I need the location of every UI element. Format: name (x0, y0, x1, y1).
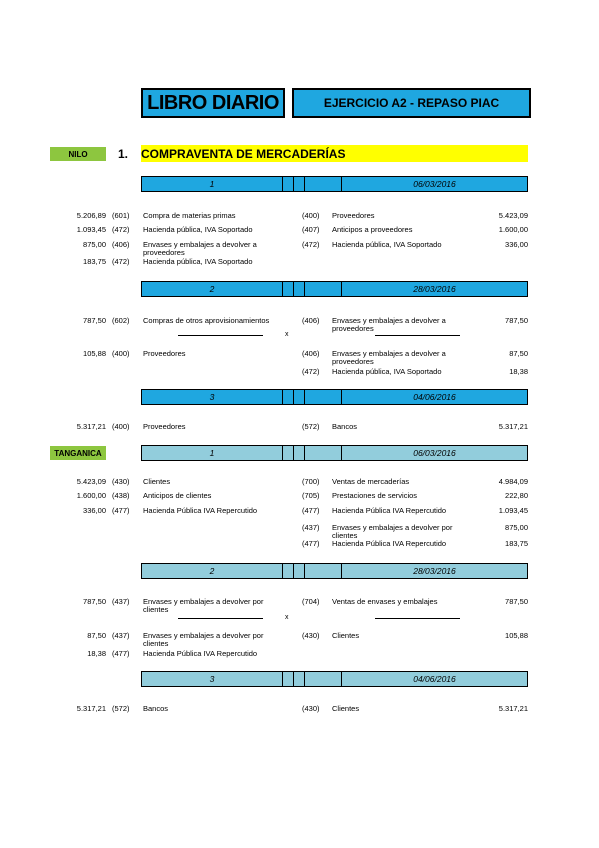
credit-account-code: (430) (302, 704, 320, 713)
credit-account-name: Envases y embalajes a devolver a proveedores (332, 316, 446, 333)
credit-account-name: Envases y embalajes a devolver por clientes (332, 523, 453, 540)
credit-account-code: (472) (302, 240, 320, 249)
debit-amount: 336,00 (83, 506, 106, 515)
credit-amount: 336,00 (505, 240, 528, 249)
separator-line (178, 618, 263, 619)
credit-amount: 5.317,21 (498, 422, 528, 431)
credit-account-code: (700) (302, 477, 320, 486)
debit-account-code: (400) (112, 422, 130, 431)
entry-date: 04/06/2016 (413, 392, 456, 402)
section-number: 1. (118, 146, 129, 161)
credit-account-code: (705) (302, 491, 320, 500)
debit-amount: 5.423,09 (76, 477, 106, 486)
entry-number: 1 (142, 446, 283, 460)
debit-account-name: Hacienda pública, IVA Soportado (143, 225, 253, 234)
debit-account-code: (406) (112, 240, 130, 249)
debit-account-code: (472) (112, 257, 130, 266)
debit-account-code: (437) (112, 597, 130, 606)
debit-amount: 1.093,45 (76, 225, 106, 234)
entry-number: 3 (142, 390, 283, 404)
debit-account-code: (601) (112, 211, 130, 220)
credit-amount: 1.600,00 (498, 225, 528, 234)
entry-date: 06/03/2016 (413, 179, 456, 189)
debit-amount: 787,50 (83, 597, 106, 606)
page-title: LIBRO DIARIO (141, 88, 285, 118)
debit-account-name: Anticipos de clientes (143, 491, 212, 500)
debit-account-name: Hacienda pública, IVA Soportado (143, 257, 253, 266)
credit-account-name: Hacienda Pública IVA Repercutido (332, 506, 447, 515)
debit-account-name: Proveedores (143, 422, 186, 431)
debit-account-name: Compras de otros aprovisionamientos (143, 316, 270, 325)
credit-account-name: Ventas de mercaderías (332, 477, 410, 486)
credit-account-code: (704) (302, 597, 320, 606)
credit-account-name: Hacienda Pública IVA Repercutido (332, 539, 447, 548)
debit-account-code: (477) (112, 506, 130, 515)
entry-number: 2 (142, 564, 283, 578)
credit-account-code: (437) (302, 523, 320, 532)
separator-x: x (285, 614, 289, 621)
entry-number: 2 (142, 282, 283, 296)
entry-header-nilo-2 (141, 281, 528, 297)
debit-account-name: Hacienda Pública IVA Repercutido (143, 649, 258, 658)
debit-account-code: (400) (112, 349, 130, 358)
credit-account-name: Hacienda pública, IVA Soportado (332, 240, 442, 249)
debit-amount: 5.206,89 (76, 211, 106, 220)
credit-account-code: (407) (302, 225, 320, 234)
credit-account-name: Bancos (332, 422, 358, 431)
debit-account-code: (437) (112, 631, 130, 640)
credit-account-name: Clientes (332, 631, 360, 640)
credit-amount: 87,50 (509, 349, 528, 358)
debit-amount: 183,75 (83, 257, 106, 266)
section-title-bar (141, 145, 528, 162)
credit-account-name: Envases y embalajes a devolver a proveedores (332, 349, 446, 366)
debit-account-name: Hacienda Pública IVA Repercutido (143, 506, 258, 515)
credit-account-code: (572) (302, 422, 320, 431)
credit-account-code: (406) (302, 349, 320, 358)
entry-date: 06/03/2016 (413, 448, 456, 458)
credit-amount: 1.093,45 (498, 506, 528, 515)
separator-line (178, 335, 263, 336)
debit-amount: 105,88 (83, 349, 106, 358)
credit-amount: 222,80 (505, 491, 528, 500)
debit-account-name: Bancos (143, 704, 169, 713)
separator-x: x (285, 331, 289, 338)
credit-account-code: (430) (302, 631, 320, 640)
credit-amount: 5.317,21 (498, 704, 528, 713)
debit-account-code: (477) (112, 649, 130, 658)
entry-header-tanganica-1 (141, 445, 528, 461)
debit-amount: 87,50 (87, 631, 106, 640)
credit-amount: 18,38 (509, 367, 528, 376)
separator-line (375, 335, 460, 336)
credit-amount: 183,75 (505, 539, 528, 548)
debit-account-name: Proveedores (143, 349, 186, 358)
debit-amount: 1.600,00 (76, 491, 106, 500)
debit-amount: 875,00 (83, 240, 106, 249)
credit-amount: 5.423,09 (498, 211, 528, 220)
exercise-title: EJERCICIO A2 - REPASO PIAC (292, 88, 531, 118)
credit-amount: 787,50 (505, 597, 528, 606)
debit-amount: 18,38 (87, 649, 106, 658)
entry-date: 04/06/2016 (413, 674, 456, 684)
entry-number: 1 (142, 177, 283, 191)
credit-amount: 875,00 (505, 523, 528, 532)
debit-account-name: Compra de materias primas (143, 211, 236, 220)
credit-account-name: Prestaciones de servicios (332, 491, 418, 500)
credit-account-code: (406) (302, 316, 320, 325)
debit-amount: 5.317,21 (76, 422, 106, 431)
debit-account-name: Envases y embalajes a devolver por clientes (143, 631, 264, 648)
credit-account-name: Proveedores (332, 211, 375, 220)
debit-amount: 5.317,21 (76, 704, 106, 713)
company-tag-nilo: NILO (50, 147, 106, 161)
credit-account-code: (472) (302, 367, 320, 376)
entry-header-nilo-3 (141, 389, 528, 405)
debit-account-name: Envases y embalajes a devolver por clientes (143, 597, 264, 614)
debit-account-code: (472) (112, 225, 130, 234)
debit-account-code: (602) (112, 316, 130, 325)
credit-amount: 105,88 (505, 631, 528, 640)
debit-account-name: Envases y embalajes a devolver a proveedores (143, 240, 257, 257)
credit-account-name: Anticipos a proveedores (332, 225, 413, 234)
debit-account-name: Clientes (143, 477, 171, 486)
entry-date: 28/03/2016 (413, 566, 456, 576)
debit-account-code: (572) (112, 704, 130, 713)
entry-header-nilo-1 (141, 176, 528, 192)
debit-amount: 787,50 (83, 316, 106, 325)
credit-account-code: (477) (302, 539, 320, 548)
credit-account-code: (400) (302, 211, 320, 220)
credit-amount: 4.984,09 (498, 477, 528, 486)
entry-date: 28/03/2016 (413, 284, 456, 294)
company-tag-tanganica: TANGANICA (50, 446, 106, 460)
credit-account-code: (477) (302, 506, 320, 515)
entry-header-tanganica-2 (141, 563, 528, 579)
debit-account-code: (438) (112, 491, 130, 500)
credit-account-name: Clientes (332, 704, 360, 713)
section-title: COMPRAVENTA DE MERCADERÍAS (141, 146, 346, 161)
credit-account-name: Ventas de envases y embalajes (332, 597, 438, 606)
debit-account-code: (430) (112, 477, 130, 486)
entry-number: 3 (142, 672, 283, 686)
credit-account-name: Hacienda pública, IVA Soportado (332, 367, 442, 376)
separator-line (375, 618, 460, 619)
entry-header-tanganica-3 (141, 671, 528, 687)
credit-amount: 787,50 (505, 316, 528, 325)
